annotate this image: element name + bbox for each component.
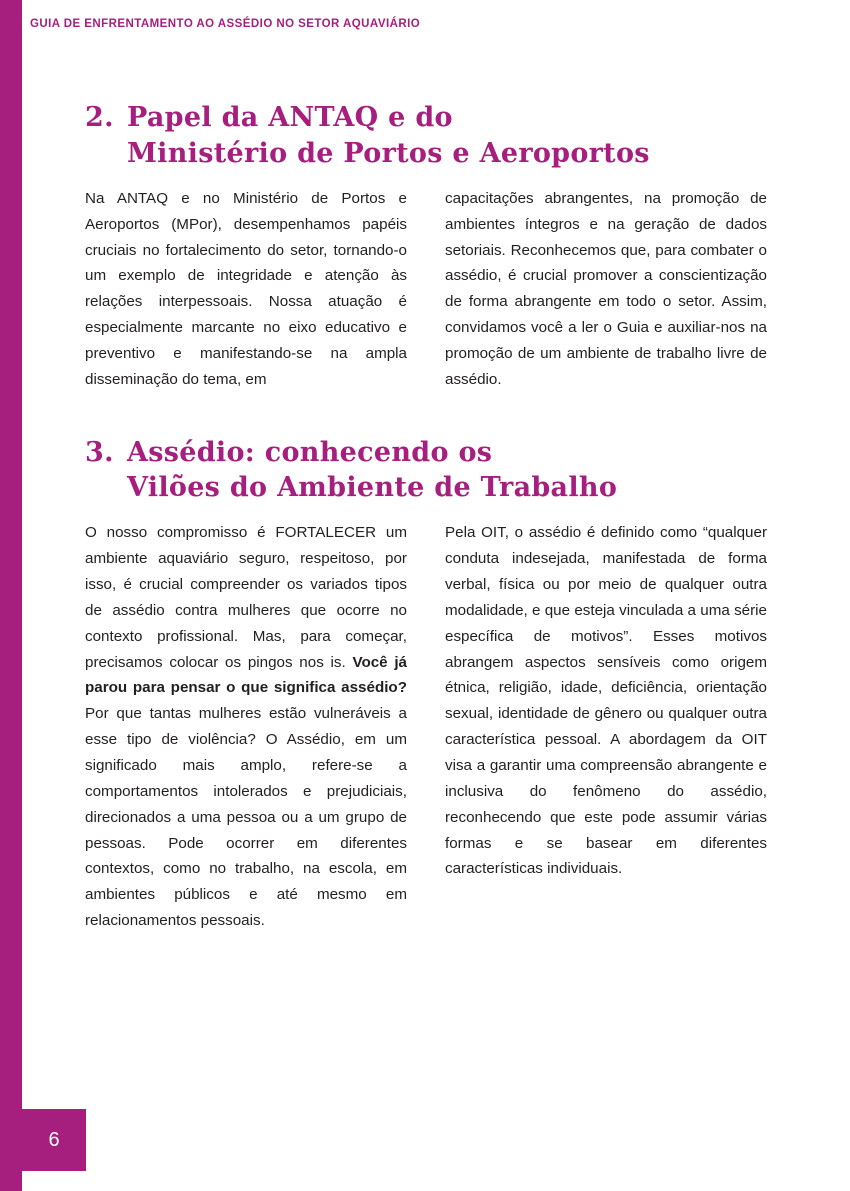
section-3-columns (85, 520, 767, 934)
section-2-columns (85, 186, 767, 393)
page-content (85, 100, 767, 968)
section-2-title-line-2: Ministério de Portos e Aeroportos (127, 137, 650, 169)
section-2-paragraph-left: Na ANTAQ e no Ministério de Portos e Aeroportos (MPor), desempenhamos papéis cruciais no fortalecimento do setor, tornando-o um exemplo de integridade e atenção às relações interpessoais. Nossa atuação é especialmente marcante no eixo educativo e preventivo e manifestando-se na ampla disseminação do tema, em (85, 189, 407, 388)
section-3-column-left (85, 520, 407, 934)
left-accent-bar (0, 0, 22, 1191)
section-3-title-line-2: Vilões do Ambiente de Trabalho (127, 472, 618, 504)
section-3-text-emphasis: Você já parou para pensar o que significa assédio? (85, 653, 407, 697)
section-2-column-left (85, 186, 407, 393)
section-2-column-right (445, 186, 767, 393)
section-3-paragraph-right: Pela OIT, o assédio é definido como “qualquer conduta indesejada, manifestada de forma verbal, física ou por meio de qualquer outra modalidade, e que esteja vinculada a uma série específica de motivos”. Esses motivos abrangem aspectos sensíveis como origem étnica, religião, idade, deficiência, orientação sexual, identidade de gênero ou qualquer outra característica pessoal. A abordagem da OIT visa a garantir uma compreensão abrangente e inclusiva do fenômeno do assédio, reconhecendo que este pode assumir várias formas e se basear em diferentes características individuais. (445, 524, 767, 878)
section-3-paragraph-left (85, 520, 407, 934)
section-3-title-line-1: Assédio: conhecendo os (127, 436, 493, 468)
page-number-badge: 6 (22, 1109, 86, 1171)
section-2-title (127, 100, 767, 172)
section-2 (85, 100, 767, 393)
section-3-heading (85, 435, 767, 507)
section-3-column-right (445, 520, 767, 934)
section-2-paragraph-right: capacitações abrangentes, na promoção de ambientes íntegros e na geração de dados setoriais. Reconhecemos que, para combater o assédio, é crucial promover a conscientização de forma abrangente em todo o setor. Assim, convidamos você a ler o Guia e auxiliar-nos na promoção de um ambiente de trabalho livre de assédio. (445, 189, 767, 388)
running-header: GUIA DE ENFRENTAMENTO AO ASSÉDIO NO SETOR AQUAVIÁRIO (30, 18, 421, 30)
section-2-heading (85, 100, 767, 172)
section-2-number: 2. (85, 102, 114, 133)
section-3-text-part-2: Por que tantas mulheres estão vulneráveis a esse tipo de violência? O Assédio, em um significado mais amplo, refere-se a comportamentos intolerados e prejudiciais, direcionados a uma pessoa ou a um grupo de pessoas. Pode ocorrer em diferentes contextos, como no trabalho, na escola, em ambientes públicos e até mesmo em relacionamentos pessoais. (85, 705, 407, 930)
section-3-number: 3. (85, 436, 114, 468)
section-2-title-line-1: Papel da ANTAQ e do (127, 102, 453, 133)
section-3-text-part-1: O nosso compromisso é FORTALECER um ambiente aquaviário seguro, respeitoso, por isso, é crucial compreender os variados tipos de assédio contra mulheres que ocorre no contexto profissional. Mas, para começar, precisamos colocar os pingos nos is. (85, 524, 407, 671)
section-3 (85, 435, 767, 934)
section-3-title (127, 435, 767, 507)
